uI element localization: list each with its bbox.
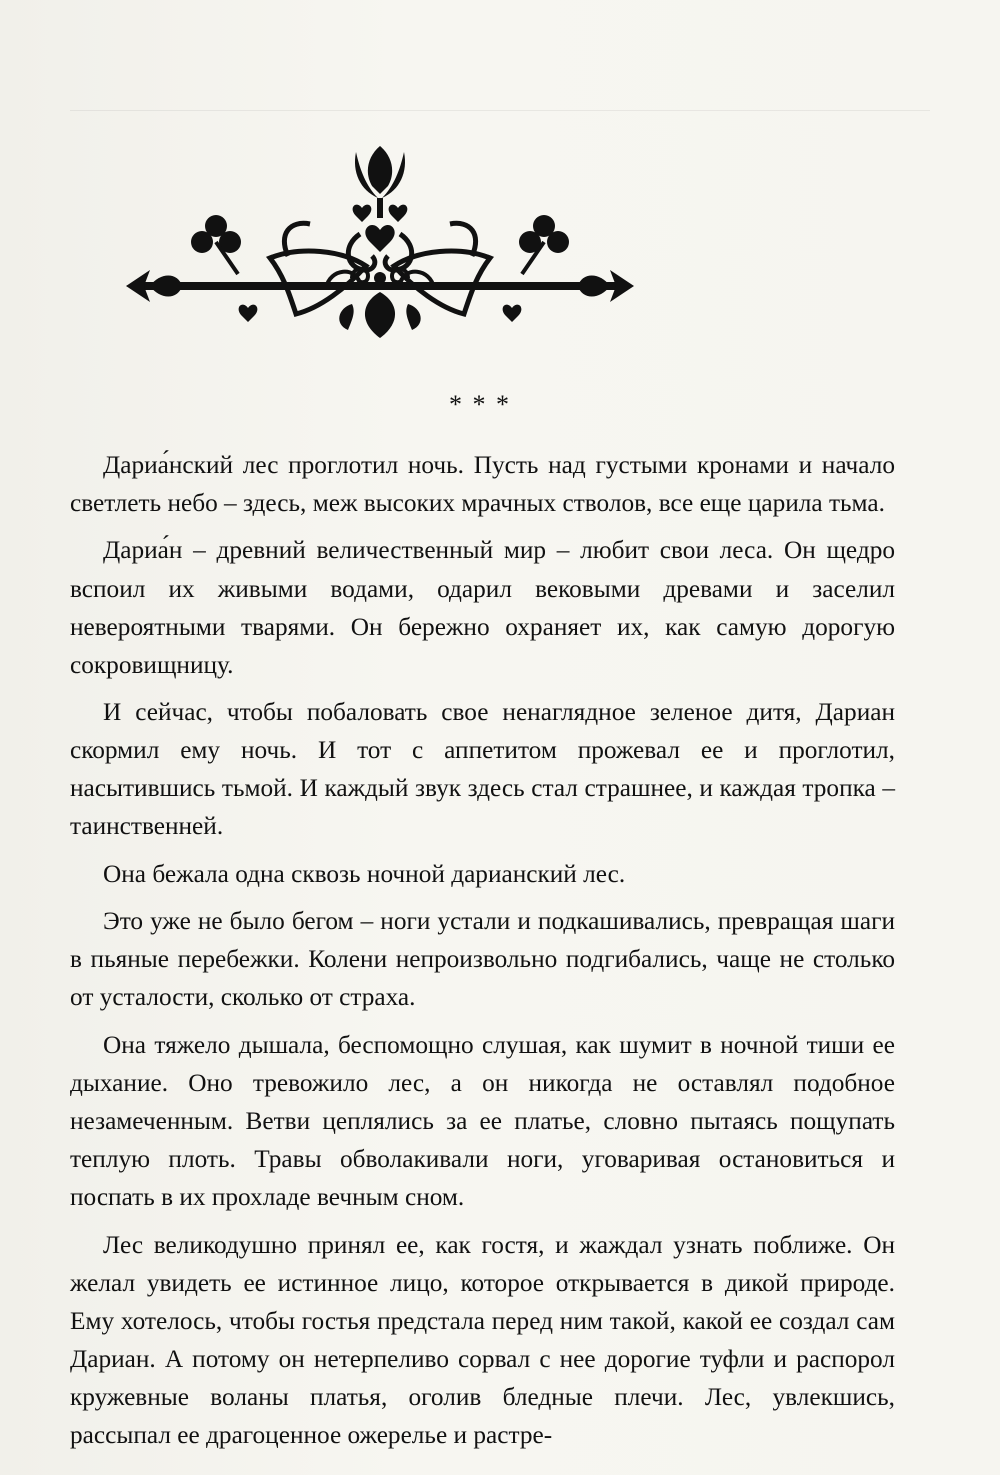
paragraph: Это уже не было бегом – ноги устали и подкашивались, превращая шаги в пьяные перебежки. Колени непроизвольно подгибались, чаще не столько от усталости, сколько от страха. <box>70 907 895 1012</box>
section-separator: * * * <box>449 390 511 419</box>
floral-ornament-icon <box>120 138 640 343</box>
paragraph: Она бежала одна сквозь ночной дарианский лес. <box>103 859 626 888</box>
paragraph: И сейчас, чтобы побаловать свое ненаглядное зеленое дитя, Дариан скормил ему ночь. И тот с аппетитом прожевал ее и проглотил, насытившись тьмой. И каждый звук здесь стал страшнее, и каждая тропка – таинственней. <box>70 698 895 841</box>
paragraph: Дариа́н – древний величественный мир – любит свои леса. Он щедро вспоил их живыми водами, одарил вековыми древами и заселил невероятными тварями. Он бережно охраняет их, как самую дорогую сокровищницу. <box>70 536 895 679</box>
paragraph: Она тяжело дышала, беспомощно слушая, как шумит в ночной тиши ее дыхание. Оно тревожило лес, а он никогда не оставлял подобное незамеченным. Ветви цеплялись за ее платье, словно пытаясь пощупать теплую плоть. Травы обволакивали ноги, уговаривая остановиться и поспать в их прохладе вечным сном. <box>70 1030 895 1212</box>
bleed-through-header <box>70 70 930 111</box>
paragraph: Дариа́нский лес проглотил ночь. Пусть над густыми кронами и начало светлеть небо – здесь, меж высоких мрачных стволов, все еще царила тьма. <box>70 451 895 518</box>
paragraph: Лес великодушно принял ее, как гостя, и жаждал узнать поближе. Он желал увидеть ее истинное лицо, которое открывается в дикой природе. Ему хотелось, чтобы гостья предстала перед ним такой, какой ее создал сам Дариан. А потому он нетерпеливо сорвал с нее дорогие туфли и распорол кружевные воланы платья, оголив бледные плечи. Лес, увлекшись, рассыпал ее драгоценное ожерелье и растре- <box>70 1230 895 1450</box>
body-text <box>70 446 895 1454</box>
